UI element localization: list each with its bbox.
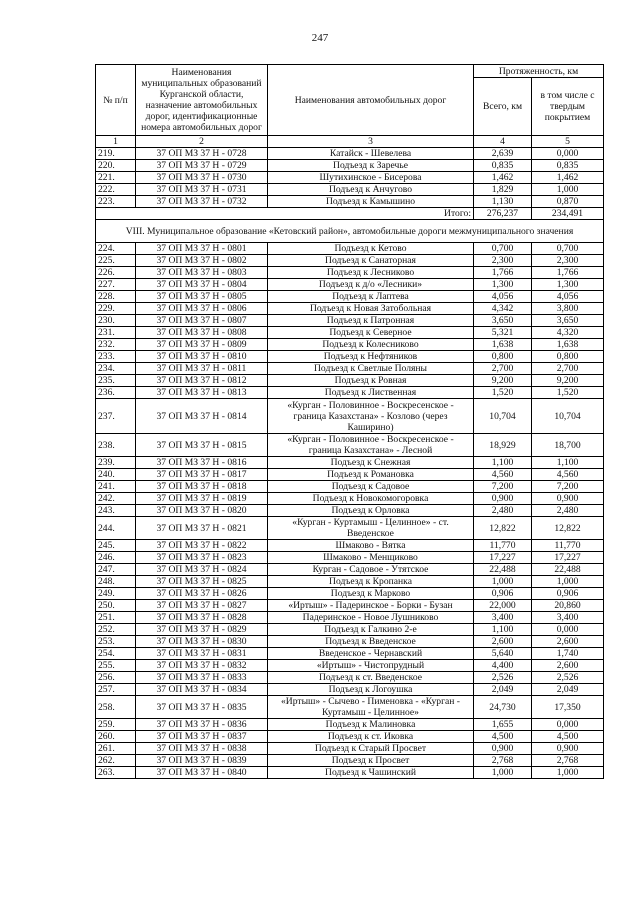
- table-row: [96, 755, 604, 767]
- row-number: 226.: [96, 267, 136, 279]
- road-id: 37 ОП МЗ 37 Н - 0813: [136, 387, 268, 399]
- header-number-cell: 4: [474, 136, 532, 148]
- road-name: Подъезд к Марково: [268, 588, 474, 600]
- length-paved: 20,860: [532, 600, 604, 612]
- road-name: Подъезд к ст. Иковка: [268, 731, 474, 743]
- header-row-1: [96, 65, 604, 78]
- length-total: 3,400: [474, 612, 532, 624]
- road-name: Подъезд к Нефтяников: [268, 351, 474, 363]
- header-num: № п/п: [96, 65, 136, 136]
- length-total: 2,049: [474, 684, 532, 696]
- row-number: 243.: [96, 505, 136, 517]
- length-total: 1,462: [474, 172, 532, 184]
- row-number: 227.: [96, 279, 136, 291]
- table-row: [96, 672, 604, 684]
- length-paved: 17,350: [532, 696, 604, 719]
- road-name: Подъезд к Санаторная: [268, 255, 474, 267]
- row-number: 261.: [96, 743, 136, 755]
- road-name: Шутихинское - Бисерова: [268, 172, 474, 184]
- row-number: 222.: [96, 184, 136, 196]
- length-total: 17,227: [474, 552, 532, 564]
- header-number-cell: 5: [532, 136, 604, 148]
- road-name: Подъезд к Колесниково: [268, 339, 474, 351]
- road-name: «Иртыш» - Падеринское - Борки - Бузан: [268, 600, 474, 612]
- length-total: 5,321: [474, 327, 532, 339]
- table-row: [96, 315, 604, 327]
- road-id: 37 ОП МЗ 37 Н - 0810: [136, 351, 268, 363]
- length-paved: 10,704: [532, 399, 604, 434]
- length-total: 0,835: [474, 160, 532, 172]
- header-length: Протяженность, км: [474, 65, 604, 78]
- length-paved: 0,000: [532, 624, 604, 636]
- length-total: 1,520: [474, 387, 532, 399]
- road-id: 37 ОП МЗ 37 Н - 0801: [136, 243, 268, 255]
- road-name: Подъезд к Патронная: [268, 315, 474, 327]
- length-total: 0,800: [474, 351, 532, 363]
- length-total: 1,655: [474, 719, 532, 731]
- table-row: [96, 505, 604, 517]
- row-number: 236.: [96, 387, 136, 399]
- row-number: 259.: [96, 719, 136, 731]
- length-paved: 11,770: [532, 540, 604, 552]
- row-number: 250.: [96, 600, 136, 612]
- length-paved: 1,520: [532, 387, 604, 399]
- table-row: [96, 743, 604, 755]
- road-id: 37 ОП МЗ 37 Н - 0827: [136, 600, 268, 612]
- length-total: 1,100: [474, 457, 532, 469]
- road-name: Падеринское - Новое Лушниково: [268, 612, 474, 624]
- road-id: 37 ОП МЗ 37 Н - 0818: [136, 481, 268, 493]
- length-paved: 9,200: [532, 375, 604, 387]
- table-row: [96, 767, 604, 779]
- road-id: 37 ОП МЗ 37 Н - 0824: [136, 564, 268, 576]
- length-paved: 1,000: [532, 184, 604, 196]
- table-row: [96, 636, 604, 648]
- road-name: Подъезд к Анчугово: [268, 184, 474, 196]
- road-id: 37 ОП МЗ 37 Н - 0829: [136, 624, 268, 636]
- length-total: 1,000: [474, 767, 532, 779]
- table-row: [96, 576, 604, 588]
- road-name: «Курган - Половинное - Воскресенское - граница Казахстана» - Козлово (через Каширино): [268, 399, 474, 434]
- table-row: [96, 434, 604, 457]
- length-paved: 4,320: [532, 327, 604, 339]
- row-number: 251.: [96, 612, 136, 624]
- length-total: 4,056: [474, 291, 532, 303]
- row-number: 242.: [96, 493, 136, 505]
- table-row: [96, 564, 604, 576]
- table-row: [96, 267, 604, 279]
- row-number: 245.: [96, 540, 136, 552]
- table-row: [96, 481, 604, 493]
- length-paved: 0,900: [532, 743, 604, 755]
- road-id: 37 ОП МЗ 37 Н - 0807: [136, 315, 268, 327]
- length-total: 2,768: [474, 755, 532, 767]
- table-row: [96, 660, 604, 672]
- row-number: 263.: [96, 767, 136, 779]
- header-road-name: Наименования автомобильных дорог: [268, 65, 474, 136]
- road-name: Подъезд к Новая Затобольная: [268, 303, 474, 315]
- length-paved: 4,056: [532, 291, 604, 303]
- length-paved: 17,227: [532, 552, 604, 564]
- length-paved: 2,600: [532, 660, 604, 672]
- row-number: 241.: [96, 481, 136, 493]
- road-id: 37 ОП МЗ 37 Н - 0833: [136, 672, 268, 684]
- table-row: [96, 172, 604, 184]
- road-name: Подъезд к Малиновка: [268, 719, 474, 731]
- row-number: 237.: [96, 399, 136, 434]
- length-total: 4,400: [474, 660, 532, 672]
- road-name: Подъезд к Логоушка: [268, 684, 474, 696]
- road-name: Подъезд к Орловка: [268, 505, 474, 517]
- length-total: 0,906: [474, 588, 532, 600]
- road-name: «Курган - Половинное - Воскресенское - граница Казахстана» - Лесной: [268, 434, 474, 457]
- length-total: 9,200: [474, 375, 532, 387]
- length-total: 2,600: [474, 636, 532, 648]
- row-number: 247.: [96, 564, 136, 576]
- road-id: 37 ОП МЗ 37 Н - 0821: [136, 517, 268, 540]
- length-paved: 18,700: [532, 434, 604, 457]
- road-name: Подъезд к Снежная: [268, 457, 474, 469]
- row-number: 258.: [96, 696, 136, 719]
- table-row: [96, 612, 604, 624]
- road-name: Подъезд к д/о «Лесники»: [268, 279, 474, 291]
- length-total: 1,638: [474, 339, 532, 351]
- length-paved: 7,200: [532, 481, 604, 493]
- row-number: 219.: [96, 148, 136, 160]
- table-row: [96, 731, 604, 743]
- row-number: 230.: [96, 315, 136, 327]
- table-row: [96, 648, 604, 660]
- road-id: 37 ОП МЗ 37 Н - 0809: [136, 339, 268, 351]
- length-total: 2,480: [474, 505, 532, 517]
- road-name: Подъезд к Ровная: [268, 375, 474, 387]
- road-id: 37 ОП МЗ 37 Н - 0802: [136, 255, 268, 267]
- road-id: 37 ОП МЗ 37 Н - 0811: [136, 363, 268, 375]
- road-id: 37 ОП МЗ 37 Н - 0816: [136, 457, 268, 469]
- section-row: [96, 220, 604, 243]
- road-name: Подъезд к Северное: [268, 327, 474, 339]
- row-number: 252.: [96, 624, 136, 636]
- row-number: 244.: [96, 517, 136, 540]
- length-paved: 0,800: [532, 351, 604, 363]
- table-row: [96, 540, 604, 552]
- totals-label: Итого:: [96, 208, 474, 220]
- length-total: 1,130: [474, 196, 532, 208]
- table-row: [96, 493, 604, 505]
- totals-row: [96, 208, 604, 220]
- road-id: 37 ОП МЗ 37 Н - 0836: [136, 719, 268, 731]
- length-total: 2,526: [474, 672, 532, 684]
- road-id: 37 ОП МЗ 37 Н - 0731: [136, 184, 268, 196]
- road-id: 37 ОП МЗ 37 Н - 0828: [136, 612, 268, 624]
- length-total: 22,488: [474, 564, 532, 576]
- table-row: [96, 303, 604, 315]
- row-number: 233.: [96, 351, 136, 363]
- length-total: 22,000: [474, 600, 532, 612]
- length-paved: 2,700: [532, 363, 604, 375]
- row-number: 239.: [96, 457, 136, 469]
- road-id: 37 ОП МЗ 37 Н - 0728: [136, 148, 268, 160]
- road-id: 37 ОП МЗ 37 Н - 0832: [136, 660, 268, 672]
- road-id: 37 ОП МЗ 37 Н - 0732: [136, 196, 268, 208]
- road-id: 37 ОП МЗ 37 Н - 0826: [136, 588, 268, 600]
- table-row: [96, 279, 604, 291]
- table-row: [96, 684, 604, 696]
- road-id: 37 ОП МЗ 37 Н - 0835: [136, 696, 268, 719]
- length-paved: 1,000: [532, 576, 604, 588]
- table-row: [96, 457, 604, 469]
- table-row: [96, 160, 604, 172]
- table-row: [96, 517, 604, 540]
- length-total: 5,640: [474, 648, 532, 660]
- row-number: 228.: [96, 291, 136, 303]
- length-paved: 4,500: [532, 731, 604, 743]
- length-paved: 3,800: [532, 303, 604, 315]
- length-paved: 0,835: [532, 160, 604, 172]
- header-number-cell: 2: [136, 136, 268, 148]
- table-row: [96, 399, 604, 434]
- row-number: 256.: [96, 672, 136, 684]
- length-paved: 1,100: [532, 457, 604, 469]
- row-number: 255.: [96, 660, 136, 672]
- road-name: Подъезд к Введенское: [268, 636, 474, 648]
- road-name: Шмаково - Менщиково: [268, 552, 474, 564]
- length-paved: 0,870: [532, 196, 604, 208]
- road-name: Подъезд к Просвет: [268, 755, 474, 767]
- row-number: 257.: [96, 684, 136, 696]
- table-row: [96, 255, 604, 267]
- road-id: 37 ОП МЗ 37 Н - 0823: [136, 552, 268, 564]
- header-municipality: Наименования муниципальных образований Курганской области, назначение автомобильных дорог, идентификационные номера автомобильных дорог: [136, 65, 268, 136]
- row-number: 229.: [96, 303, 136, 315]
- road-name: Подъезд к Лаптева: [268, 291, 474, 303]
- table-row: [96, 375, 604, 387]
- road-name: Шмаково - Вятка: [268, 540, 474, 552]
- length-total: 1,829: [474, 184, 532, 196]
- road-id: 37 ОП МЗ 37 Н - 0838: [136, 743, 268, 755]
- road-id: 37 ОП МЗ 37 Н - 0730: [136, 172, 268, 184]
- table-row: [96, 696, 604, 719]
- length-total: 12,822: [474, 517, 532, 540]
- length-total: 1,000: [474, 576, 532, 588]
- length-total: 2,639: [474, 148, 532, 160]
- table-row: [96, 243, 604, 255]
- length-total: 0,700: [474, 243, 532, 255]
- road-id: 37 ОП МЗ 37 Н - 0831: [136, 648, 268, 660]
- length-paved: 0,900: [532, 493, 604, 505]
- length-paved: 2,300: [532, 255, 604, 267]
- road-id: 37 ОП МЗ 37 Н - 0837: [136, 731, 268, 743]
- length-total: 1,100: [474, 624, 532, 636]
- road-id: 37 ОП МЗ 37 Н - 0820: [136, 505, 268, 517]
- road-name: Подъезд к Старый Просвет: [268, 743, 474, 755]
- table-row: [96, 588, 604, 600]
- length-total: 2,300: [474, 255, 532, 267]
- road-name: «Иртыш» - Чистопрудный: [268, 660, 474, 672]
- road-name: Подъезд к Кропанка: [268, 576, 474, 588]
- header-number-cell: 3: [268, 136, 474, 148]
- length-paved: 1,300: [532, 279, 604, 291]
- table-row: [96, 469, 604, 481]
- road-name: Подъезд к Камышино: [268, 196, 474, 208]
- road-id: 37 ОП МЗ 37 Н - 0822: [136, 540, 268, 552]
- row-number: 238.: [96, 434, 136, 457]
- road-name: Введенское - Чернавский: [268, 648, 474, 660]
- road-name: Подъезд к Лесниково: [268, 267, 474, 279]
- length-paved: 2,049: [532, 684, 604, 696]
- length-paved: 0,906: [532, 588, 604, 600]
- row-number: 254.: [96, 648, 136, 660]
- table-row: [96, 327, 604, 339]
- road-id: 37 ОП МЗ 37 Н - 0834: [136, 684, 268, 696]
- row-number: 232.: [96, 339, 136, 351]
- road-id: 37 ОП МЗ 37 Н - 0839: [136, 755, 268, 767]
- road-id: 37 ОП МЗ 37 Н - 0830: [136, 636, 268, 648]
- table-row: [96, 624, 604, 636]
- road-id: 37 ОП МЗ 37 Н - 0805: [136, 291, 268, 303]
- road-name: Подъезд к Новокомогоровка: [268, 493, 474, 505]
- table-row: [96, 351, 604, 363]
- length-paved: 1,740: [532, 648, 604, 660]
- row-number: 253.: [96, 636, 136, 648]
- table-row: [96, 339, 604, 351]
- row-number: 223.: [96, 196, 136, 208]
- road-id: 37 ОП МЗ 37 Н - 0814: [136, 399, 268, 434]
- table-row: [96, 600, 604, 612]
- row-number: 260.: [96, 731, 136, 743]
- road-name: Подъезд к Лиственная: [268, 387, 474, 399]
- length-paved: 0,000: [532, 719, 604, 731]
- length-paved: 0,700: [532, 243, 604, 255]
- length-paved: 1,638: [532, 339, 604, 351]
- header-number-cell: 1: [96, 136, 136, 148]
- road-id: 37 ОП МЗ 37 Н - 0819: [136, 493, 268, 505]
- header-paved: в том числе с твердым покрытием: [532, 78, 604, 136]
- length-paved: 2,600: [532, 636, 604, 648]
- road-id: 37 ОП МЗ 37 Н - 0812: [136, 375, 268, 387]
- road-name: Курган - Садовое - Утятское: [268, 564, 474, 576]
- row-number: 262.: [96, 755, 136, 767]
- length-paved: 2,768: [532, 755, 604, 767]
- table-row: [96, 719, 604, 731]
- length-paved: 3,400: [532, 612, 604, 624]
- road-name: Подъезд к Чашинский: [268, 767, 474, 779]
- length-paved: 0,000: [532, 148, 604, 160]
- length-paved: 22,488: [532, 564, 604, 576]
- length-total: 10,704: [474, 399, 532, 434]
- totals-paved: 234,491: [532, 208, 604, 220]
- length-total: 1,766: [474, 267, 532, 279]
- road-id: 37 ОП МЗ 37 Н - 0729: [136, 160, 268, 172]
- road-name: Катайск - Шевелева: [268, 148, 474, 160]
- length-total: 4,342: [474, 303, 532, 315]
- row-number: 248.: [96, 576, 136, 588]
- row-number: 246.: [96, 552, 136, 564]
- length-paved: 1,000: [532, 767, 604, 779]
- length-total: 3,650: [474, 315, 532, 327]
- length-total: 11,770: [474, 540, 532, 552]
- roads-table-body: [96, 65, 604, 779]
- table-row: [96, 387, 604, 399]
- length-total: 0,900: [474, 493, 532, 505]
- road-id: 37 ОП МЗ 37 Н - 0808: [136, 327, 268, 339]
- length-total: 0,900: [474, 743, 532, 755]
- road-id: 37 ОП МЗ 37 Н - 0803: [136, 267, 268, 279]
- length-paved: 1,462: [532, 172, 604, 184]
- length-paved: 2,480: [532, 505, 604, 517]
- row-number: 240.: [96, 469, 136, 481]
- road-name: Подъезд к Заречье: [268, 160, 474, 172]
- road-id: 37 ОП МЗ 37 Н - 0806: [136, 303, 268, 315]
- header-total: Всего, км: [474, 78, 532, 136]
- road-id: 37 ОП МЗ 37 Н - 0804: [136, 279, 268, 291]
- table-row: [96, 148, 604, 160]
- table-row: [96, 552, 604, 564]
- road-id: 37 ОП МЗ 37 Н - 0815: [136, 434, 268, 457]
- length-total: 4,500: [474, 731, 532, 743]
- road-name: Подъезд к Кетово: [268, 243, 474, 255]
- length-total: 4,560: [474, 469, 532, 481]
- row-number: 220.: [96, 160, 136, 172]
- length-paved: 3,650: [532, 315, 604, 327]
- row-number: 221.: [96, 172, 136, 184]
- row-number: 249.: [96, 588, 136, 600]
- road-id: 37 ОП МЗ 37 Н - 0840: [136, 767, 268, 779]
- road-id: 37 ОП МЗ 37 Н - 0817: [136, 469, 268, 481]
- table-row: [96, 363, 604, 375]
- table-row: [96, 291, 604, 303]
- page-number: 247: [311, 32, 329, 44]
- row-number: 224.: [96, 243, 136, 255]
- table-row: [96, 184, 604, 196]
- roads-table: [95, 64, 604, 779]
- row-number: 225.: [96, 255, 136, 267]
- road-name: Подъезд к Романовка: [268, 469, 474, 481]
- length-total: 24,730: [474, 696, 532, 719]
- row-number: 231.: [96, 327, 136, 339]
- length-paved: 4,560: [532, 469, 604, 481]
- row-number: 234.: [96, 363, 136, 375]
- road-name: Подъезд к Светлые Поляны: [268, 363, 474, 375]
- table-row: [96, 196, 604, 208]
- road-name: «Курган - Куртамыш - Целинное» - ст. Введенское: [268, 517, 474, 540]
- road-id: 37 ОП МЗ 37 Н - 0825: [136, 576, 268, 588]
- length-paved: 1,766: [532, 267, 604, 279]
- length-paved: 2,526: [532, 672, 604, 684]
- length-total: 7,200: [474, 481, 532, 493]
- road-name: Подъезд к Галкино 2-е: [268, 624, 474, 636]
- row-number: 235.: [96, 375, 136, 387]
- length-paved: 12,822: [532, 517, 604, 540]
- road-name: Подъезд к ст. Введенское: [268, 672, 474, 684]
- header-numbers-row: [96, 136, 604, 148]
- length-total: 2,700: [474, 363, 532, 375]
- length-total: 18,929: [474, 434, 532, 457]
- road-name: «Иртыш» - Сычево - Пименовка - «Курган - Куртамыш - Целинное»: [268, 696, 474, 719]
- section-title: VIII. Муниципальное образование «Кетовский район», автомобильные дороги межмуниципального значения: [96, 220, 604, 243]
- road-name: Подъезд к Садовое: [268, 481, 474, 493]
- length-total: 1,300: [474, 279, 532, 291]
- totals-total: 276,237: [474, 208, 532, 220]
